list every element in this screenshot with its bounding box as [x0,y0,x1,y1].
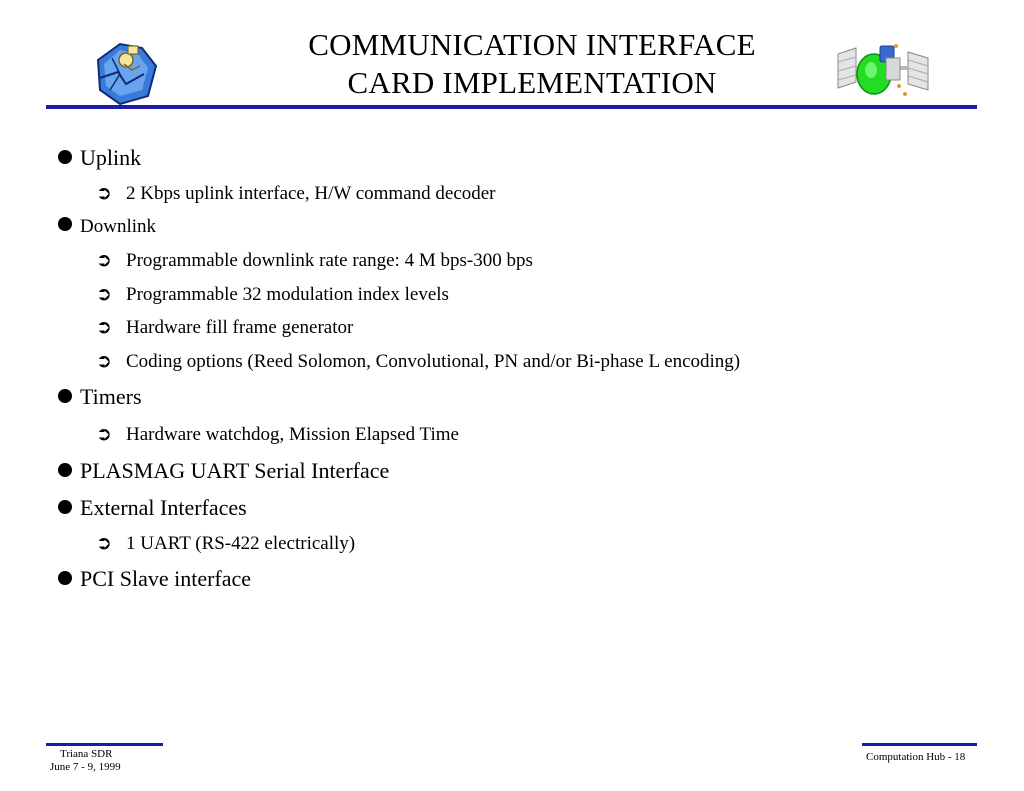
footer-rule-right [862,743,977,746]
bullet-level1 [58,566,251,592]
bullet-level2 [96,182,496,205]
bullet-dot-icon [58,571,72,585]
footer-date: June 7 - 9, 1999 [50,761,121,773]
bullet-level1 [58,495,247,521]
bullet-level2 [96,316,353,339]
bullet-dot-icon [58,389,72,403]
arrow-icon: ➲ [96,423,112,445]
slide-title-line-2: CARD IMPLEMENTATION [347,65,717,100]
bullet-level2 [96,532,355,555]
bullet-level2 [96,350,740,373]
arrow-icon: ➲ [96,182,112,204]
bullet-text: Hardware watchdog, Mission Elapsed Time [126,424,459,445]
bullet-level2 [96,249,533,272]
bullet-level1 [58,145,141,171]
footer-page-info: Computation Hub - 18 [866,751,966,763]
footer-rule-left [46,743,163,746]
bullet-text: Programmable downlink rate range: 4 M bps-300 bps [126,250,533,271]
satellite-icon [836,38,932,104]
bullet-text: PCI Slave interface [80,566,252,591]
bullet-dot-icon [58,463,72,477]
bullet-text: Downlink [80,216,156,237]
bullet-text: 2 Kbps uplink interface, H/W command decoder [126,183,496,204]
bullet-text: Programmable 32 modulation index levels [126,284,449,305]
footer-left [46,748,146,774]
bullet-dot-icon [58,217,72,231]
title-underline [46,105,977,109]
bullet-text: Coding options (Reed Solomon, Convolutional, PN and/or Bi-phase L encoding) [126,351,741,372]
arrow-icon: ➲ [96,283,112,305]
arrow-icon: ➲ [96,532,112,554]
slide-title [200,26,864,102]
bullet-text: PLASMAG UART Serial Interface [80,458,390,483]
bullet-text: Hardware fill frame generator [126,317,354,338]
bullet-level2 [96,423,459,446]
bullet-level1 [58,384,142,410]
arrow-icon: ➲ [96,350,112,372]
footer-project: Triana SDR [60,748,113,760]
bullet-level1 [58,458,389,484]
mission-logo-icon [90,38,162,106]
bullet-text: Timers [80,384,142,409]
bullet-text: Uplink [80,145,142,170]
arrow-icon: ➲ [96,249,112,271]
slide-title-line-1: COMMUNICATION INTERFACE [308,27,756,62]
bullet-level1 [58,216,156,238]
arrow-icon: ➲ [96,316,112,338]
bullet-dot-icon [58,150,72,164]
bullet-text: External Interfaces [80,495,247,520]
bullet-text: 1 UART (RS-422 electrically) [126,533,356,554]
bullet-dot-icon [58,500,72,514]
bullet-level2 [96,283,449,306]
